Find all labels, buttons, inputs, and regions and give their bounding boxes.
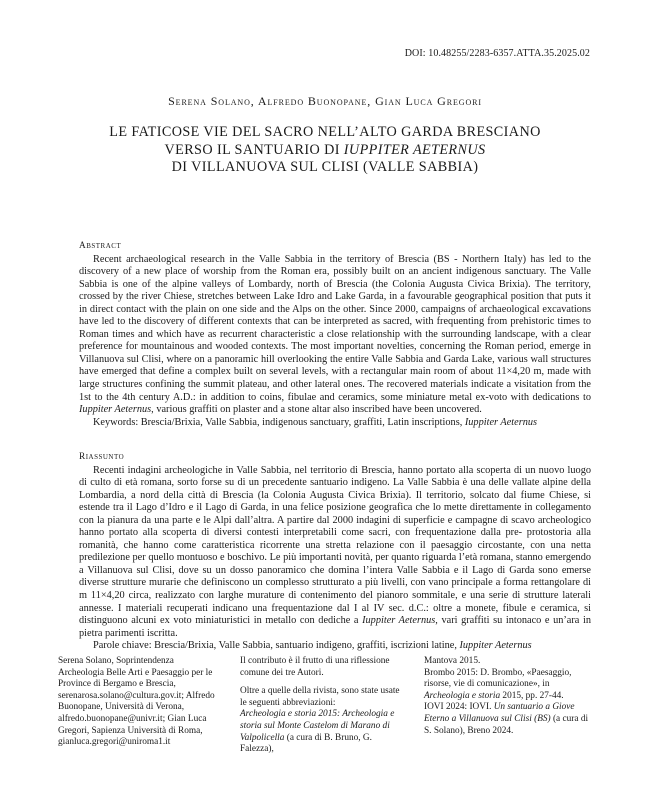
footnote-column-2 [240, 656, 408, 756]
article-title [0, 124, 650, 177]
riassunto-body [79, 465, 591, 641]
authors: Serena Solano, Alfredo Buonopane, Gian Luca Gregori [168, 94, 482, 108]
abbreviation-entry-3-italic: Un santuario a Giove Eterno a Villanuova sul Clisi (BS) [424, 702, 575, 724]
riassunto-section [79, 451, 591, 653]
abbreviation-entry-3 [424, 702, 594, 737]
joint-contribution-note: Il contributo è il frutto di una riflessione comune dei tre Autori. [240, 656, 390, 678]
abbreviation-entry-2-end: 2015, pp. 27-44. [500, 690, 564, 701]
title-italic: IUPPITER AETERNUS [343, 141, 486, 158]
abbreviation-entry-2 [424, 668, 594, 703]
title-line-2-text: VERSO IL SANTUARIO DI [164, 141, 344, 158]
riassunto-text: Recenti indagini archeologiche in Valle Sabbia, nel territorio di Brescia, hanno portato alla scoperta di un nuovo luogo di culto di età romana, sorto forse su di un precedente santuario indigeno. La Valle Sabbia è una delle vallate alpine della Lombardia, a nord della città di Brescia (la Colonia Augusta Civica Brixia). Il territorio, solcato dal fiume Chiese, si estende tra il Lago d’Idro e il Lago di Garda, in una felice posizione geografica che lo mette direttamente in collegamento con la pianura da una parte e le Alpi dall’altra. A partire dal 2000 indagini di superficie e campagne di scavo archeologico hanno portato alla scoperta di diversi contesti interpretabili come sacri, con frequentazione dalla pre- protostoria alla romanità, che hanno come caratteristica ricorrente una stretta relazione con il paesaggio circostante, con una netta predilezione per quello montuoso e boschivo. Le più importanti novità, per quanto riguarda l’età romana, stanno emergendo a Villanuova sul Clisi, dove su un dosso panoramico che domina l’intera Valle Sabbia e il Lago di Garda sono emerse diverse strutture murarie che definiscono un complesso strutturato a più livelli, con vano principale a forma rettangolare di m 11×4,20 circa, realizzato con larghe murature di contenimento del pianoro sommitale, e una serie di strutture laterali annesse. I materiali recuperati indicano una frequentazione dal I al IV sec. d.C.: oltre a monete, fibule e ceramica, si distinguono alcuni ex voto miniaturistici in metallo con dediche a [79, 464, 591, 627]
abbreviation-entry-3-end: (a cura di S. Solano), Breno 2024. [424, 713, 589, 736]
abbreviation-entry-1-text: (a cura di B. Bruno, G. Falezza), [240, 732, 372, 755]
riassunto-italic: Iuppiter Aeternus [362, 615, 436, 627]
riassunto-keywords [93, 640, 591, 653]
abstract-text-end: , various graffiti on plaster and a stone altar also inscribed have been uncovered. [151, 404, 482, 416]
title-line-1: LE FATICOSE VIE DEL SACRO NELL’ALTO GARDA BRESCIANO [109, 124, 541, 140]
abstract-italic: Iuppiter Aeternus [79, 404, 152, 416]
abbreviation-entry-2-italic: Archeologia e storia [424, 690, 501, 701]
abbreviation-entry-1-cont: Mantova 2015. [424, 656, 481, 666]
abstract-text: Recent archaeological research in the Valle Sabbia in the territory of Brescia (BS - Northern Italy) has led to the discovery of a new place of worship from the Roman era, possibly built on an ancient indigenous sanctuary. The Valle Sabbia is one of the alpine valleys of Lombardy, north of Brescia (the Colonia Augusta Civica Brixia). The territory, crossed by the river Chiese, stretches between Lake Idro and Lake Garda, in a favourable geographical position that puts it in direct contact with the plain on one side and the Alps on the other. Since 2000, campaigns of archaeological excavations have led to the discovery of different contexts that can be interpreted as sacred, with frequenting from prehistoric times to Roman times and which have as recurrent characteristic a close relationship with the surrounding landscape, with a clear preference for mountainous and wooded contexts. The most important novelties, concerning the Roman period, emerge in Villanuova sul Clisi, where on a panoramic hill overlooking the entire Valle Sabbia and Garda Lake, various wall structures have emerged that define a complex built on several levels, with a rectangular main room of about 11×4,20 m, made with large structures confining the summit plateau, and other lateral ones. The recovered materials indicate a visitation from the 1st to the 4th century A.D.: in addition to coins, fibulae and ceramics, some miniature metal ex-voto with dedications to [79, 253, 591, 403]
abstract-heading: Abstract [79, 241, 122, 251]
keywords-text: Keywords: Brescia/Brixia, Valle Sabbia, indigenous sanctuary, graffiti, Latin inscriptions, [93, 416, 465, 428]
riassunto-heading: Riassunto [79, 452, 125, 462]
title-line-3: DI VILLANUOVA SUL CLISI (VALLE SABBIA) [171, 159, 479, 175]
abbreviation-entry-2-text: Brombo 2015: D. Brombo, «Paesaggio, risorse, vie di comunicazione», in [424, 667, 572, 690]
doi: DOI: 10.48255/2283-6357.ATTA.35.2025.02 [404, 48, 590, 59]
author-affiliations: Serena Solano, Soprintendenza Archeologia Belle Arti e Paesaggio per le Province di Bergamo e Brescia, serenarosa.solano@cultura.gov.it; Alfredo Buonopane, Università di Verona, alfredo.buonopane@univr.it; Gian Luca Gregori, Sapienza Università di Roma, gianluca.gregori@uniroma1.it [58, 656, 215, 748]
keywords-italic: Iuppiter Aeternus [464, 416, 538, 428]
title-line-2 [0, 142, 650, 160]
abstract-keywords [93, 417, 591, 430]
footnote-column-3 [424, 656, 594, 737]
abstract-section [79, 240, 591, 429]
abbreviation-entry-1-italic: Archeologia e storia 2015: Archeologia e storia sul Monte Castelom di Marano di Valpolicella [240, 709, 395, 743]
footnote-column-1 [58, 656, 221, 749]
abbreviations-intro: Oltre a quelle della rivista, sono state usate le seguenti abbreviazioni: [240, 686, 400, 708]
riassunto-text-end: , vari graffiti su intonaco e un’ara in pietra parimenti iscritta. [79, 615, 591, 639]
abbreviation-entry-1 [240, 709, 408, 755]
parole-chiave-text: Parole chiave: Brescia/Brixia, Valle Sabbia, santuario indigeno, graffiti, iscrizioni latine, [93, 640, 460, 652]
abbreviation-entry-3-text: IOVI 2024: IOVI. [424, 702, 494, 713]
parole-chiave-italic: Iuppiter Aeternus [459, 640, 532, 652]
abstract-body [79, 254, 591, 417]
